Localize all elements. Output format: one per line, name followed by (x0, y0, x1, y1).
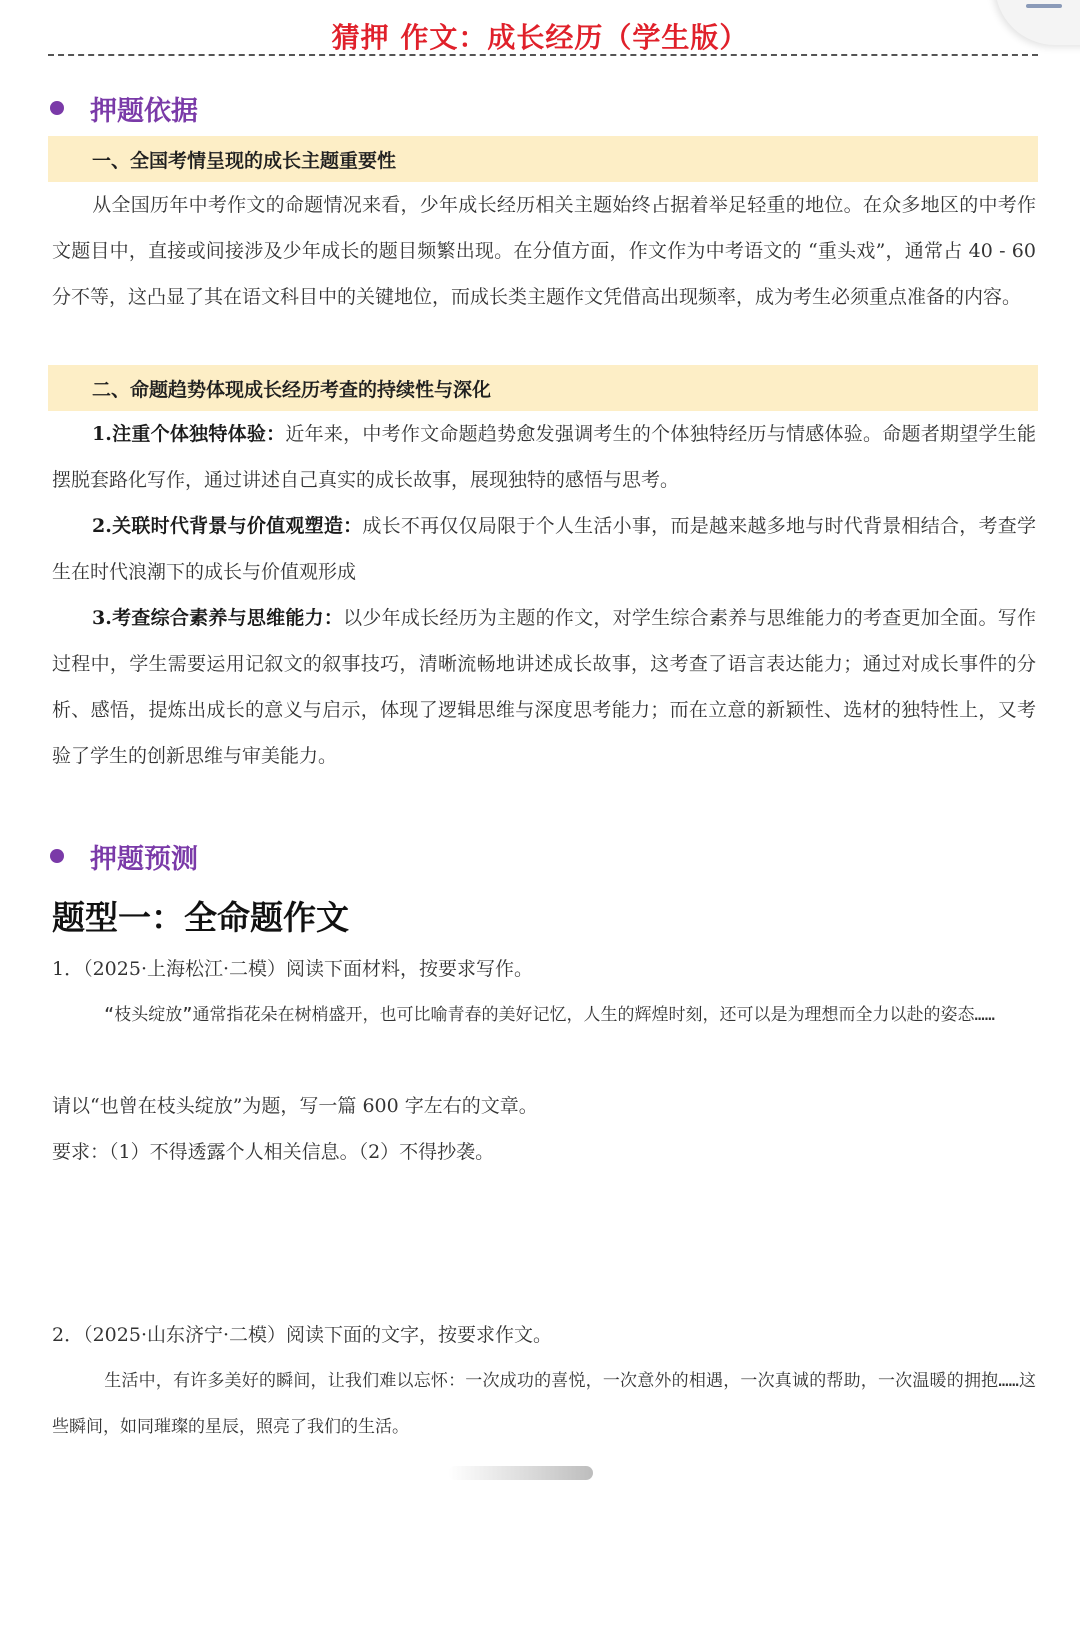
trend-point-lead: 2.关联时代背景与价值观塑造： (92, 515, 363, 537)
paragraph-text: 从全国历年中考作文的命题情况来看，少年成长经历相关主题始终占据着举足轻重的地位。在众多地区的中考作文题目中，直接或间接涉及少年成长的题目频繁出现。在分值方面，作文作为中考语文的 “重头戏”，通常占 40 - 60 分不等，这凸显了其在语文科目中的关键地位，而成长类主题作文凭借高出现频率，成为考生必须重点准备的内容。 (52, 194, 1036, 308)
subheading-part1 (48, 136, 1038, 182)
trend-point-text: 成长不再仅仅局限于个人生活小事，而是越来越多地与时代背景相结合，考查学生在时代浪潮下的成长与价值观形成 (52, 515, 1036, 583)
question-1-instruction: 请以“也曾在枝头绽放”为题，写一篇 600 字左右的文章。 (52, 1095, 538, 1117)
question-type-title: 题型一：全命题作文 (52, 898, 349, 937)
section-heading-label: 押题预测 (90, 843, 198, 875)
trend-point-lead: 3.考查综合素养与思维能力： (92, 607, 344, 629)
question-1-requirements: 要求：（1）不得透露个人相关信息。（2）不得抄袭。 (52, 1141, 495, 1163)
question-1-prompt: 1．（2025·上海松江·二模）阅读下面材料，按要求写作。 (52, 958, 534, 980)
section-heading-label: 押题依据 (90, 95, 198, 127)
question-2-material (52, 1358, 1036, 1450)
trend-point-3 (52, 595, 1036, 779)
section-heading-predict (50, 836, 198, 876)
trend-point-lead: 1.注重个体独特体验： (92, 423, 286, 445)
trend-point-text: 近年来，中考作文命题趋势愈发强调考生的个体独特经历与情感体验。命题者期望学生能摆脱套路化写作，通过讲述自己真实的成长故事，展现独特的感悟与思考。 (52, 423, 1036, 491)
question-2-prompt: 2．（2025·山东济宁·二模）阅读下面的文字，按要求作文。 (52, 1324, 553, 1346)
subheading-part2 (48, 365, 1038, 411)
question-1-material (52, 992, 1036, 1038)
document-title: 猜押 作文：成长经历（学生版） (331, 21, 749, 54)
paragraph-part1 (52, 182, 1036, 320)
subheading-label: 二、命题趋势体现成长经历考查的持续性与深化 (92, 378, 492, 401)
menu-icon[interactable] (1026, 4, 1062, 8)
subheading-label: 一、全国考情呈现的成长主题重要性 (92, 149, 397, 172)
trend-point-1 (52, 411, 1036, 503)
page-scroll-indicator[interactable] (448, 1466, 593, 1480)
trend-point-text: 以少年成长经历为主题的作文，对学生综合素养与思维能力的考查更加全面。写作过程中，学生需要运用记叙文的叙事技巧，清晰流畅地讲述成长故事，这考查了语言表达能力；通过对成长事件的分析、感悟，提炼出成长的意义与启示，体现了逻辑思维与深度思考能力；而在立意的新颖性、选材的独特性上，又考验了学生的创新思维与审美能力。 (52, 607, 1036, 767)
header-divider (48, 54, 1038, 56)
bullet-dot-icon (50, 849, 64, 863)
bullet-dot-icon (50, 101, 64, 115)
section-heading-basis (50, 88, 198, 128)
material-text: “枝头绽放”通常指花朵在树梢盛开，也可比喻青春的美好记忆，人生的辉煌时刻，还可以是为理想而全力以赴的姿态…… (104, 1005, 995, 1025)
trend-point-2 (52, 503, 1036, 595)
material-text: 生活中，有许多美好的瞬间，让我们难以忘怀：一次成功的喜悦，一次意外的相遇，一次真诚的帮助，一次温暖的拥抱……这些瞬间，如同璀璨的星辰，照亮了我们的生活。 (52, 1371, 1036, 1437)
